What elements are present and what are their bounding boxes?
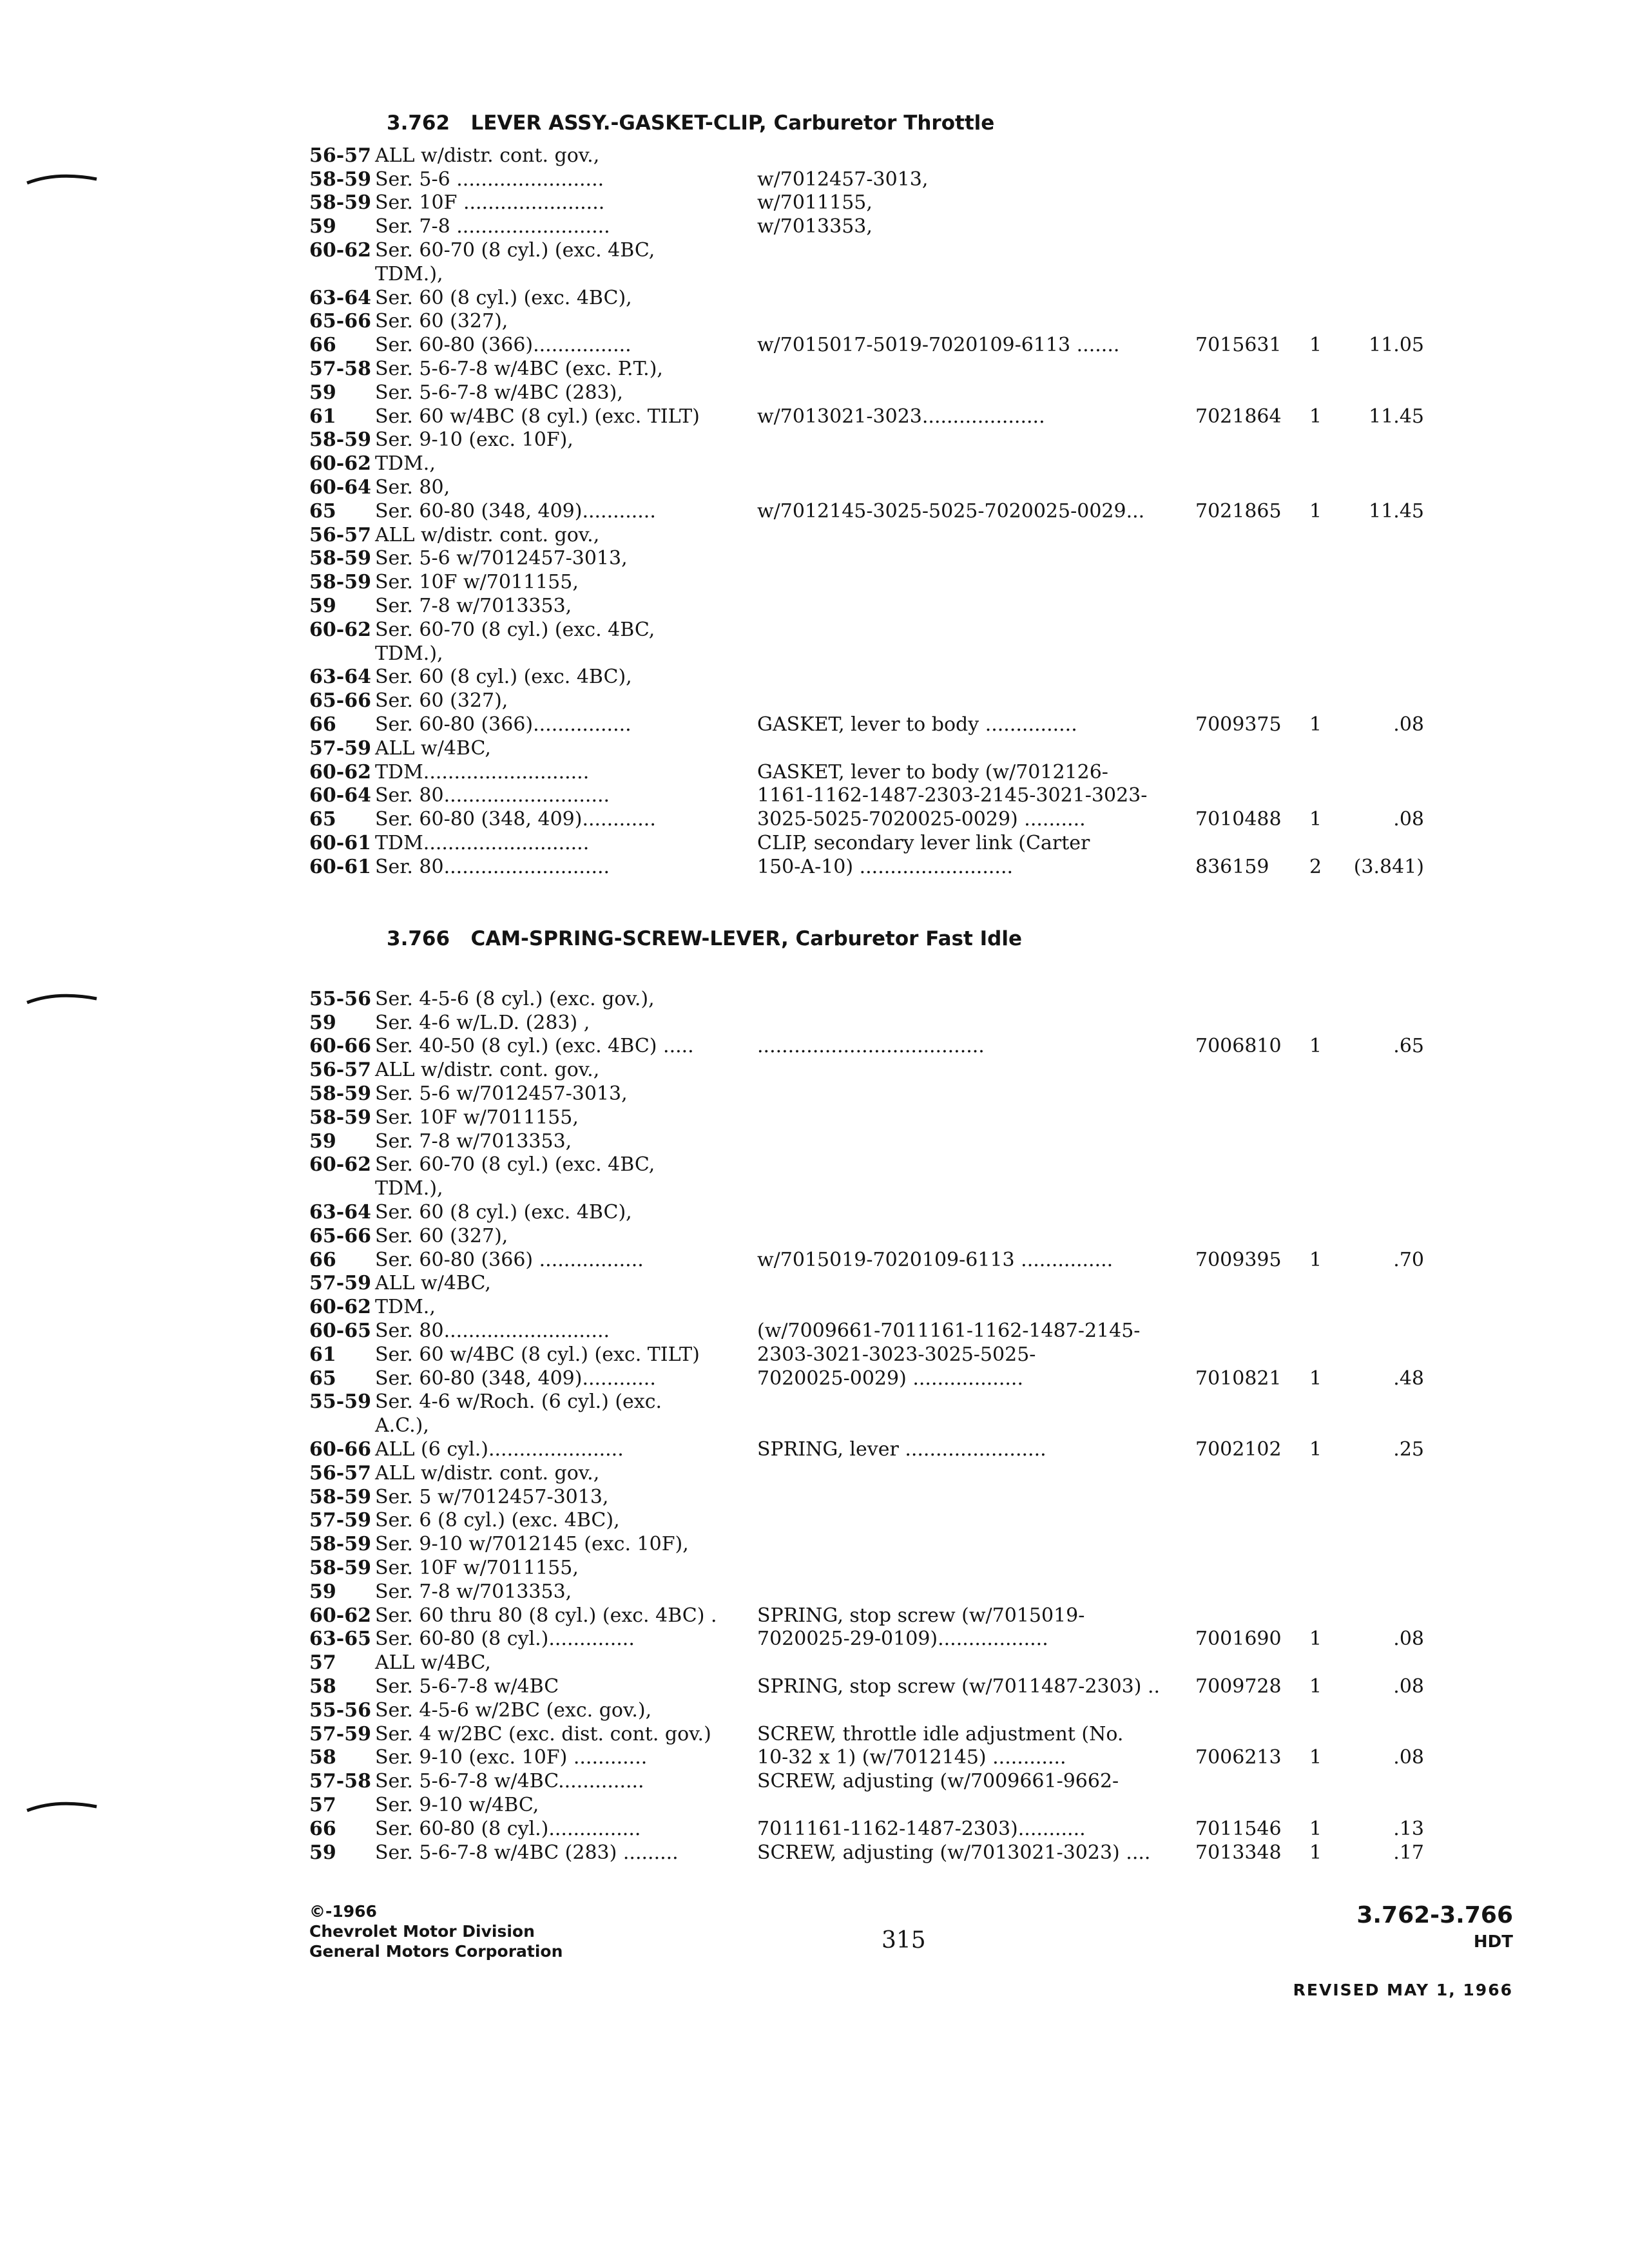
year-range: 58-59 — [309, 168, 371, 191]
part-number: 7009728 — [1195, 1675, 1282, 1698]
year-range: 58-59 — [309, 428, 371, 451]
application: Ser. 60 (327), — [375, 310, 508, 332]
quantity: 1 — [1309, 1367, 1322, 1390]
quantity: 1 — [1309, 1818, 1322, 1840]
table-row — [0, 1201, 1629, 1224]
quantity: 1 — [1309, 1746, 1322, 1769]
application: Ser. 9-10 (exc. 10F), — [375, 428, 574, 451]
year-range: 58-59 — [309, 1106, 371, 1129]
application: Ser. 60 w/4BC (8 cyl.) (exc. TILT) — [375, 1343, 700, 1366]
application: Ser. 10F ....................... — [375, 191, 605, 214]
section-code: 3.766 — [387, 927, 450, 950]
application: Ser. 60-80 (8 cyl.).............. — [375, 1628, 635, 1650]
part-number: 7010488 — [1195, 808, 1282, 831]
table-row — [0, 334, 1629, 357]
table-row — [0, 287, 1629, 310]
application: Ser. 60 (327), — [375, 1225, 508, 1247]
table-row — [0, 1486, 1629, 1509]
year-range: 58-59 — [309, 1533, 371, 1555]
quantity: 1 — [1309, 713, 1322, 736]
part-description: 7011161-1162-1487-2303)........... — [757, 1818, 1086, 1840]
table-row — [0, 737, 1629, 760]
part-description: w/7015017-5019-7020109-6113 ....... — [757, 334, 1120, 356]
table-row — [0, 1296, 1629, 1319]
application: Ser. 7-8 w/7013353, — [375, 1581, 572, 1603]
table-row — [0, 428, 1629, 452]
revision-date: REVISED MAY 1, 1966 — [1293, 1981, 1513, 1999]
application: ALL w/distr. cont. gov., — [375, 1059, 600, 1081]
part-number: 7001690 — [1195, 1628, 1282, 1650]
year-range: 58-59 — [309, 1082, 371, 1105]
application: Ser. 9-10 (exc. 10F) ............ — [375, 1746, 648, 1769]
part-description: SCREW, adjusting (w/7013021-3023) .... — [757, 1841, 1151, 1864]
part-number: 7021865 — [1195, 500, 1282, 523]
application: A.C.), — [375, 1414, 429, 1437]
table-row — [0, 405, 1629, 428]
year-range: 61 — [309, 405, 336, 428]
price: .08 — [1393, 808, 1424, 831]
section-header-2 — [387, 927, 1022, 951]
application: Ser. 80........................... — [375, 784, 610, 807]
table-row — [0, 547, 1629, 570]
application: TDM., — [375, 1296, 436, 1318]
table-row — [0, 1035, 1629, 1058]
price: .65 — [1393, 1035, 1424, 1057]
year-range: 57 — [309, 1651, 336, 1674]
year-range: 57-59 — [309, 737, 371, 760]
price: .08 — [1393, 1675, 1424, 1698]
part-description: 3025-5025-7020025-0029) .......... — [757, 808, 1086, 831]
part-description: 7020025-29-0109).................. — [757, 1628, 1048, 1650]
table-row — [0, 1153, 1629, 1177]
year-range: 55-59 — [309, 1390, 371, 1413]
year-range: 58-59 — [309, 571, 371, 593]
part-description: 1161-1162-1487-2303-2145-3021-3023- — [757, 784, 1148, 807]
price: 11.45 — [1369, 500, 1424, 523]
table-row — [0, 191, 1629, 215]
section-title: LEVER ASSY.-GASKET-CLIP, — [470, 111, 767, 135]
year-range: 60-61 — [309, 832, 371, 854]
quantity: 1 — [1309, 1841, 1322, 1864]
quantity: 1 — [1309, 334, 1322, 356]
year-range: 57-59 — [309, 1272, 371, 1294]
application: ALL w/distr. cont. gov., — [375, 144, 600, 167]
table-row — [0, 832, 1629, 855]
application: Ser. 5 w/7012457-3013, — [375, 1486, 609, 1508]
application: Ser. 60-70 (8 cyl.) (exc. 4BC, — [375, 239, 655, 262]
year-range: 57-58 — [309, 358, 371, 380]
application: Ser. 9-10 w/4BC, — [375, 1794, 539, 1816]
year-range: 65-66 — [309, 689, 371, 712]
table-row — [0, 1770, 1629, 1793]
application: Ser. 5-6 ........................ — [375, 168, 604, 191]
division-name: Chevrolet Motor Division — [309, 1922, 535, 1941]
table-row — [0, 1367, 1629, 1390]
corporation-name: General Motors Corporation — [309, 1942, 563, 1961]
part-description: SPRING, lever ....................... — [757, 1438, 1046, 1461]
application: Ser. 10F w/7011155, — [375, 1106, 579, 1129]
year-range: 66 — [309, 1818, 336, 1840]
part-description: SCREW, adjusting (w/7009661-9662- — [757, 1770, 1119, 1792]
table-row — [0, 476, 1629, 499]
table-row — [0, 381, 1629, 405]
application: Ser. 60 (8 cyl.) (exc. 4BC), — [375, 666, 632, 688]
application: Ser. 60-70 (8 cyl.) (exc. 4BC, — [375, 1153, 655, 1176]
part-number: 7009395 — [1195, 1249, 1282, 1271]
application: ALL (6 cyl.)...................... — [375, 1438, 624, 1461]
table-row — [0, 1012, 1629, 1035]
section-code: 3.762 — [387, 111, 450, 135]
part-number: 7006810 — [1195, 1035, 1282, 1057]
table-row — [0, 642, 1629, 666]
application: Ser. 7-8 w/7013353, — [375, 1130, 572, 1153]
table-row — [0, 1462, 1629, 1485]
part-description: CLIP, secondary lever link (Carter — [757, 832, 1090, 854]
application: TDM.), — [375, 1177, 443, 1200]
year-range: 58 — [309, 1746, 336, 1769]
table-row — [0, 1272, 1629, 1295]
application: Ser. 5-6 w/7012457-3013, — [375, 1082, 628, 1105]
year-range: 57-59 — [309, 1723, 371, 1745]
year-range: 65 — [309, 500, 336, 523]
part-description: w/7012457-3013, — [757, 168, 929, 191]
application: Ser. 4-5-6 w/2BC (exc. gov.), — [375, 1699, 652, 1722]
table-row — [0, 1320, 1629, 1343]
table-row — [0, 1794, 1629, 1817]
quantity: 1 — [1309, 1035, 1322, 1057]
year-range: 59 — [309, 1012, 336, 1034]
quantity: 2 — [1309, 856, 1322, 878]
year-range: 60-62 — [309, 761, 371, 783]
table-row — [0, 452, 1629, 476]
application: ALL w/distr. cont. gov., — [375, 1462, 600, 1485]
table-row — [0, 1390, 1629, 1414]
table-row — [0, 239, 1629, 262]
quantity: 1 — [1309, 808, 1322, 831]
application: Ser. 10F w/7011155, — [375, 571, 579, 593]
part-description: w/7013353, — [757, 215, 872, 238]
table-row — [0, 1557, 1629, 1580]
table-row — [0, 500, 1629, 523]
application: Ser. 5-6-7-8 w/4BC (exc. P.T.), — [375, 358, 663, 380]
part-description: w/7011155, — [757, 191, 872, 214]
part-description: 2303-3021-3023-3025-5025- — [757, 1343, 1036, 1366]
price: (3.841) — [1353, 856, 1424, 878]
copyright: ©-1966 — [309, 1902, 377, 1921]
application: Ser. 60 thru 80 (8 cyl.) (exc. 4BC) . — [375, 1604, 717, 1627]
part-number: 7015631 — [1195, 334, 1282, 356]
year-range: 59 — [309, 1841, 336, 1864]
part-description: 7020025-0029) .................. — [757, 1367, 1023, 1390]
table-row — [0, 144, 1629, 168]
year-range: 57 — [309, 1794, 336, 1816]
year-range: 63-64 — [309, 287, 371, 309]
table-row — [0, 1818, 1629, 1841]
year-range: 63-64 — [309, 1201, 371, 1224]
year-range: 59 — [309, 1130, 336, 1153]
table-row — [0, 1106, 1629, 1129]
section-title: CAM-SPRING-SCREW-LEVER, — [470, 927, 789, 950]
year-range: 60-62 — [309, 619, 371, 641]
part-description: SCREW, throttle idle adjustment (No. — [757, 1723, 1124, 1745]
price: 11.05 — [1369, 334, 1424, 356]
year-range: 60-66 — [309, 1035, 371, 1057]
section-header-1 — [387, 111, 994, 135]
part-description: ..................................... — [757, 1035, 985, 1057]
application: Ser. 40-50 (8 cyl.) (exc. 4BC) ..... — [375, 1035, 694, 1057]
application: Ser. 7-8 w/7013353, — [375, 595, 572, 617]
price: .25 — [1393, 1438, 1424, 1461]
application: Ser. 60-80 (366)................ — [375, 713, 631, 736]
application: Ser. 5-6 w/7012457-3013, — [375, 547, 628, 570]
application: Ser. 80........................... — [375, 1320, 610, 1342]
year-range: 56-57 — [309, 524, 371, 546]
year-range: 60-64 — [309, 476, 371, 499]
year-range: 58-59 — [309, 191, 371, 214]
application: ALL w/4BC, — [375, 1651, 491, 1674]
application: TDM.), — [375, 642, 443, 665]
price: .13 — [1393, 1818, 1424, 1840]
application: Ser. 60-80 (348, 409)............ — [375, 500, 656, 523]
year-range: 56-57 — [309, 144, 371, 167]
quantity: 1 — [1309, 1438, 1322, 1461]
table-row — [0, 666, 1629, 689]
part-description: 10-32 x 1) (w/7012145) ............ — [757, 1746, 1066, 1769]
price: .70 — [1393, 1249, 1424, 1271]
section-subtitle: Carburetor Fast Idle — [795, 927, 1022, 950]
year-range: 60-62 — [309, 239, 371, 262]
table-row — [0, 619, 1629, 642]
quantity: 1 — [1309, 1249, 1322, 1271]
table-row — [0, 713, 1629, 736]
part-number: 7013348 — [1195, 1841, 1282, 1864]
year-range: 60-62 — [309, 1604, 371, 1627]
table-row — [0, 1628, 1629, 1651]
year-range: 60-62 — [309, 1296, 371, 1318]
application: Ser. 60 (327), — [375, 689, 508, 712]
table-row — [0, 1059, 1629, 1082]
price: .48 — [1393, 1367, 1424, 1390]
part-number: 7021864 — [1195, 405, 1282, 428]
part-description: w/7015019-7020109-6113 ............... — [757, 1249, 1113, 1271]
part-description: w/7013021-3023.................... — [757, 405, 1045, 428]
year-range: 60-62 — [309, 1153, 371, 1176]
table-row — [0, 263, 1629, 286]
table-row — [0, 310, 1629, 333]
year-range: 66 — [309, 334, 336, 356]
table-row — [0, 856, 1629, 879]
price: .08 — [1393, 1628, 1424, 1650]
price: .08 — [1393, 713, 1424, 736]
section-subtitle: Carburetor Throttle — [773, 111, 995, 135]
application: ALL w/4BC, — [375, 737, 491, 760]
year-range: 60-65 — [309, 1320, 371, 1342]
application: TDM........................... — [375, 761, 590, 783]
year-range: 60-64 — [309, 784, 371, 807]
application: TDM........................... — [375, 832, 590, 854]
application: Ser. 7-8 ......................... — [375, 215, 610, 238]
table-row — [0, 1581, 1629, 1604]
part-description: SPRING, stop screw (w/7015019- — [757, 1604, 1085, 1627]
application: Ser. 60-80 (348, 409)............ — [375, 808, 656, 831]
price: .08 — [1393, 1746, 1424, 1769]
application: Ser. 4-6 w/Roch. (6 cyl.) (exc. — [375, 1390, 662, 1413]
application: Ser. 6 (8 cyl.) (exc. 4BC), — [375, 1509, 620, 1532]
table-row — [0, 1177, 1629, 1200]
part-description: w/7012145-3025-5025-7020025-0029... — [757, 500, 1145, 523]
year-range: 60-66 — [309, 1438, 371, 1461]
year-range: 58-59 — [309, 547, 371, 570]
table-row — [0, 1675, 1629, 1698]
table-row — [0, 988, 1629, 1011]
table-row — [0, 1604, 1629, 1628]
table-row — [0, 571, 1629, 594]
application: Ser. 60 w/4BC (8 cyl.) (exc. TILT) — [375, 405, 700, 428]
table-row — [0, 784, 1629, 807]
year-range: 60-61 — [309, 856, 371, 878]
application: ALL w/distr. cont. gov., — [375, 524, 600, 546]
application: Ser. 60-80 (366)................ — [375, 334, 631, 356]
year-range: 55-56 — [309, 1699, 371, 1722]
application: Ser. 9-10 w/7012145 (exc. 10F), — [375, 1533, 689, 1555]
quantity: 1 — [1309, 1628, 1322, 1650]
table-row — [0, 215, 1629, 238]
year-range: 58-59 — [309, 1486, 371, 1508]
application: Ser. 5-6-7-8 w/4BC (283) ......... — [375, 1841, 679, 1864]
price: .17 — [1393, 1841, 1424, 1864]
table-row — [0, 689, 1629, 713]
table-row — [0, 1225, 1629, 1248]
table-row — [0, 524, 1629, 547]
year-range: 65 — [309, 808, 336, 831]
part-description: GASKET, lever to body (w/7012126- — [757, 761, 1108, 783]
application: Ser. 60-80 (366) ................. — [375, 1249, 644, 1271]
quantity: 1 — [1309, 1675, 1322, 1698]
application: Ser. 60-70 (8 cyl.) (exc. 4BC, — [375, 619, 655, 641]
year-range: 59 — [309, 381, 336, 404]
year-range: 63-65 — [309, 1628, 371, 1650]
application: TDM.), — [375, 263, 443, 285]
part-number: 7010821 — [1195, 1367, 1282, 1390]
application: TDM., — [375, 452, 436, 475]
year-range: 59 — [309, 1581, 336, 1603]
year-range: 66 — [309, 1249, 336, 1271]
table-row — [0, 595, 1629, 618]
table-row — [0, 1249, 1629, 1272]
table-row — [0, 1841, 1629, 1865]
table-row — [0, 1509, 1629, 1532]
table-row — [0, 358, 1629, 381]
table-row — [0, 761, 1629, 784]
part-number: 836159 — [1195, 856, 1269, 878]
table-row — [0, 1438, 1629, 1461]
table-row — [0, 1414, 1629, 1437]
part-number: 7006213 — [1195, 1746, 1282, 1769]
year-range: 60-62 — [309, 452, 371, 475]
catalog-code: HDT — [1473, 1932, 1513, 1952]
table-row — [0, 1723, 1629, 1746]
year-range: 56-57 — [309, 1059, 371, 1081]
table-row — [0, 1130, 1629, 1153]
application: Ser. 60-80 (348, 409)............ — [375, 1367, 656, 1390]
year-range: 65-66 — [309, 310, 371, 332]
table-row — [0, 168, 1629, 191]
year-range: 59 — [309, 595, 336, 617]
part-description: (w/7009661-7011161-1162-1487-2145- — [757, 1320, 1141, 1342]
quantity: 1 — [1309, 405, 1322, 428]
quantity: 1 — [1309, 500, 1322, 523]
year-range: 58 — [309, 1675, 336, 1698]
year-range: 57-58 — [309, 1770, 371, 1792]
page-number: 315 — [882, 1927, 926, 1954]
application: Ser. 10F w/7011155, — [375, 1557, 579, 1579]
table-row — [0, 1651, 1629, 1675]
year-range: 57-59 — [309, 1509, 371, 1532]
table-row — [0, 1533, 1629, 1556]
table-row — [0, 1746, 1629, 1769]
part-description: 150-A-10) ......................... — [757, 856, 1014, 878]
application: Ser. 60 (8 cyl.) (exc. 4BC), — [375, 287, 632, 309]
part-number: 7011546 — [1195, 1818, 1282, 1840]
year-range: 65 — [309, 1367, 336, 1390]
price: 11.45 — [1369, 405, 1424, 428]
publisher-block — [309, 1901, 563, 1961]
part-description: GASKET, lever to body ............... — [757, 713, 1077, 736]
year-range: 65-66 — [309, 1225, 371, 1247]
year-range: 56-57 — [309, 1462, 371, 1485]
table-row — [0, 808, 1629, 831]
year-range: 63-64 — [309, 666, 371, 688]
application: Ser. 60 (8 cyl.) (exc. 4BC), — [375, 1201, 632, 1224]
part-number: 7002102 — [1195, 1438, 1282, 1461]
application: Ser. 5-6-7-8 w/4BC (283), — [375, 381, 623, 404]
application: Ser. 4 w/2BC (exc. dist. cont. gov.) — [375, 1723, 711, 1745]
application: Ser. 4-5-6 (8 cyl.) (exc. gov.), — [375, 988, 655, 1010]
application: ALL w/4BC, — [375, 1272, 491, 1294]
year-range: 59 — [309, 215, 336, 238]
year-range: 66 — [309, 713, 336, 736]
part-description: SPRING, stop screw (w/7011487-2303) .. — [757, 1675, 1161, 1698]
application: Ser. 60-80 (8 cyl.)............... — [375, 1818, 641, 1840]
application: Ser. 4-6 w/L.D. (283) , — [375, 1012, 590, 1034]
application: Ser. 5-6-7-8 w/4BC — [375, 1675, 559, 1698]
application: Ser. 5-6-7-8 w/4BC.............. — [375, 1770, 644, 1792]
year-range: 61 — [309, 1343, 336, 1366]
year-range: 55-56 — [309, 988, 371, 1010]
table-row — [0, 1699, 1629, 1722]
application: Ser. 80........................... — [375, 856, 610, 878]
table-row — [0, 1343, 1629, 1367]
section-range: 3.762-3.766 — [1356, 1902, 1513, 1928]
year-range: 58-59 — [309, 1557, 371, 1579]
application: Ser. 80, — [375, 476, 450, 499]
part-number: 7009375 — [1195, 713, 1282, 736]
table-row — [0, 1082, 1629, 1106]
